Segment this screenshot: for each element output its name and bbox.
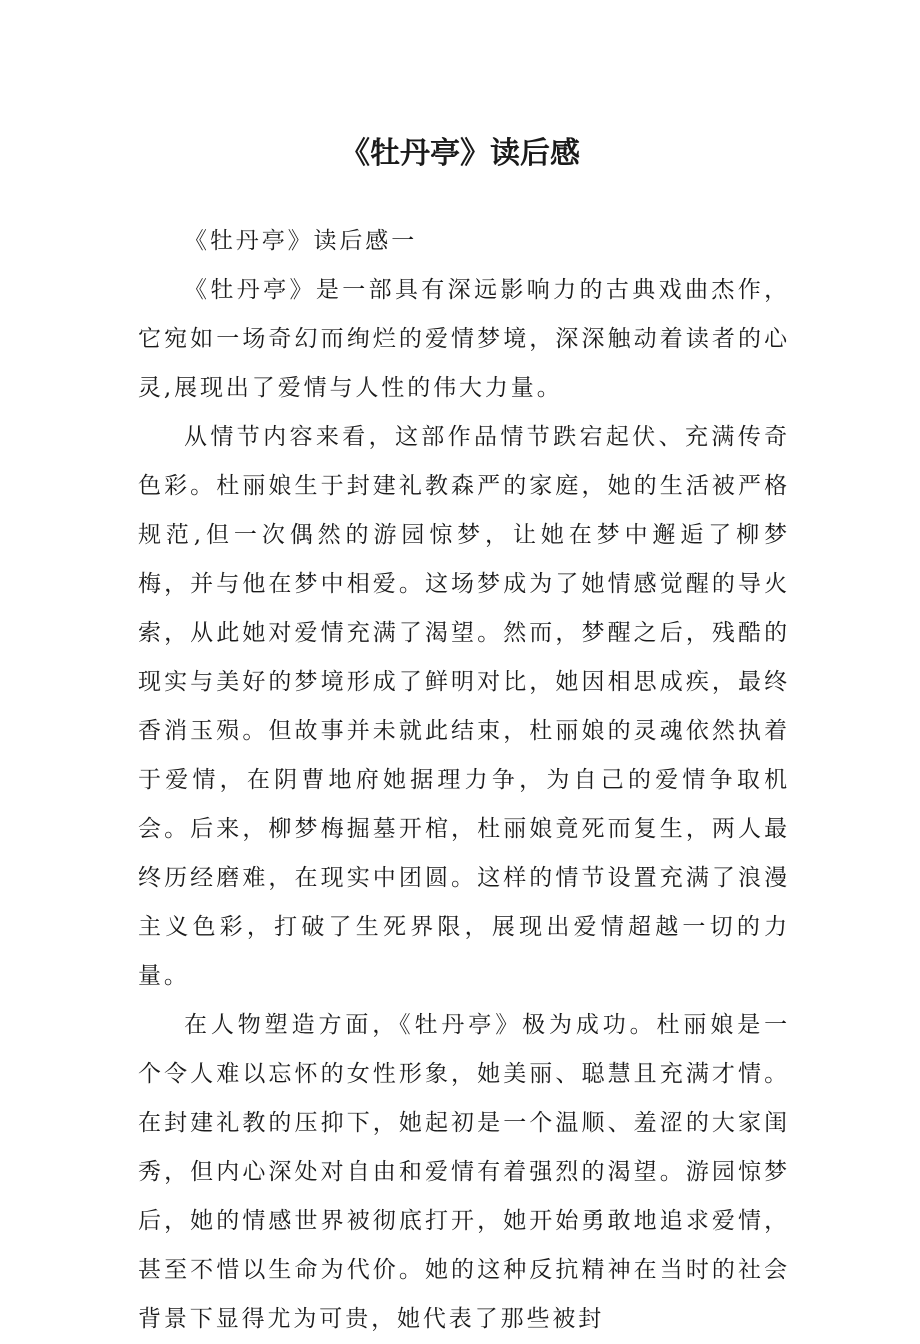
section-heading: 《牡丹亭》读后感一 [184,228,418,254]
document-title: 《牡丹亭》读后感 [340,136,580,171]
paragraph: 《牡丹亭》是一部具有深远影响力的古典戏曲杰作，它宛如一场奇幻而绚烂的爱情梦境，深深触动着读者的心灵,展现出了爱情与人性的伟大力量。 [138,277,790,401]
paragraph: 从情节内容来看，这部作品情节跌宕起伏、充满传奇色彩。杜丽娘生于封建礼教森严的家庭，她的生活被严格规范,但一次偶然的游园惊梦，让她在梦中邂逅了柳梦梅，并与他在梦中相爱。这场梦成为了她情感觉醒的导火索，从此她对爱情充满了渴望。然而，梦醒之后，残酷的现实与美好的梦境形成了鲜明对比，她因相思成疾，最终香消玉殒。但故事并未就此结束，杜丽娘的灵魂依然执着于爱情，在阴曹地府她据理力争，为自己的爱情争取机会。后来，柳梦梅掘墓开棺，杜丽娘竟死而复生，两人最终历经磨难，在现实中团圆。这样的情节设置充满了浪漫主义色彩，打破了生死界限，展现出爱情超越一切的力量。 [138,424,790,989]
document-body [138,217,790,1344]
paragraph: 在人物塑造方面，《牡丹亭》极为成功。杜丽娘是一个令人难以忘怀的女性形象，她美丽、聪慧且充满才情。在封建礼教的压抑下，她起初是一个温顺、羞涩的大家闺秀，但内心深处对自由和爱情有着强烈的渴望。游园惊梦后，她的情感世界被彻底打开，她开始勇敢地追求爱情，甚至不惜以生命为代价。她的这种反抗精神在当时的社会背景下显得尤为可贵，她代表了那些被封 [138,1012,790,1332]
